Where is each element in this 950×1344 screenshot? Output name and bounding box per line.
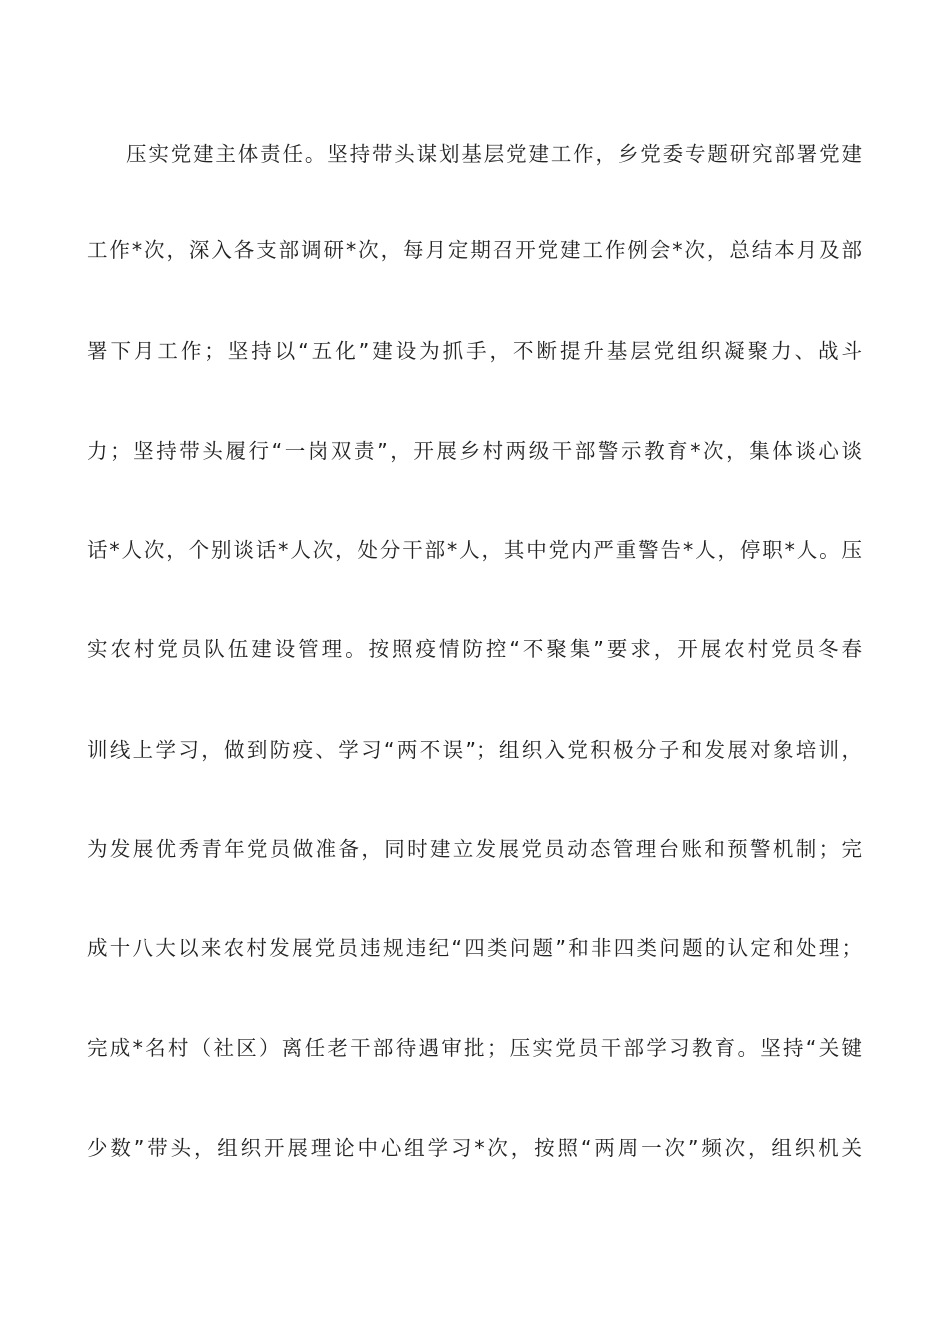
- paragraph-line: 压实党建主体责任。坚持带头谋划基层党建工作，乡党委专题研究部署党建: [126, 142, 862, 166]
- paragraph-line: 完成*名村（社区）离任老干部待遇审批；压实党员干部学习教育。坚持“关键: [87, 1036, 862, 1060]
- paragraph-line: 署下月工作；坚持以“五化”建设为抓手，不断提升基层党组织凝聚力、战斗: [87, 339, 862, 363]
- paragraph-line: 实农村党员队伍建设管理。按照疫情防控“不聚集”要求，开展农村党员冬春: [87, 637, 862, 661]
- paragraph-line: 为发展优秀青年党员做准备，同时建立发展党员动态管理台账和预警机制；完: [87, 837, 862, 861]
- paragraph-line: 力；坚持带头履行“一岗双责”，开展乡村两级干部警示教育*次，集体谈心谈: [87, 439, 862, 463]
- paragraph-line: 工作*次，深入各支部调研*次，每月定期召开党建工作例会*次，总结本月及部: [87, 238, 862, 262]
- paragraph-line: 成十八大以来农村发展党员违规违纪“四类问题”和非四类问题的认定和处理；: [87, 936, 862, 960]
- paragraph-line: 少数”带头，组织开展理论中心组学习*次，按照“两周一次”频次，组织机关: [87, 1136, 862, 1160]
- paragraph-line: 训线上学习，做到防疫、学习“两不误”；组织入党积极分子和发展对象培训，: [87, 738, 862, 762]
- paragraph-line: 话*人次，个别谈话*人次，处分干部*人，其中党内严重警告*人，停职*人。压: [87, 538, 862, 562]
